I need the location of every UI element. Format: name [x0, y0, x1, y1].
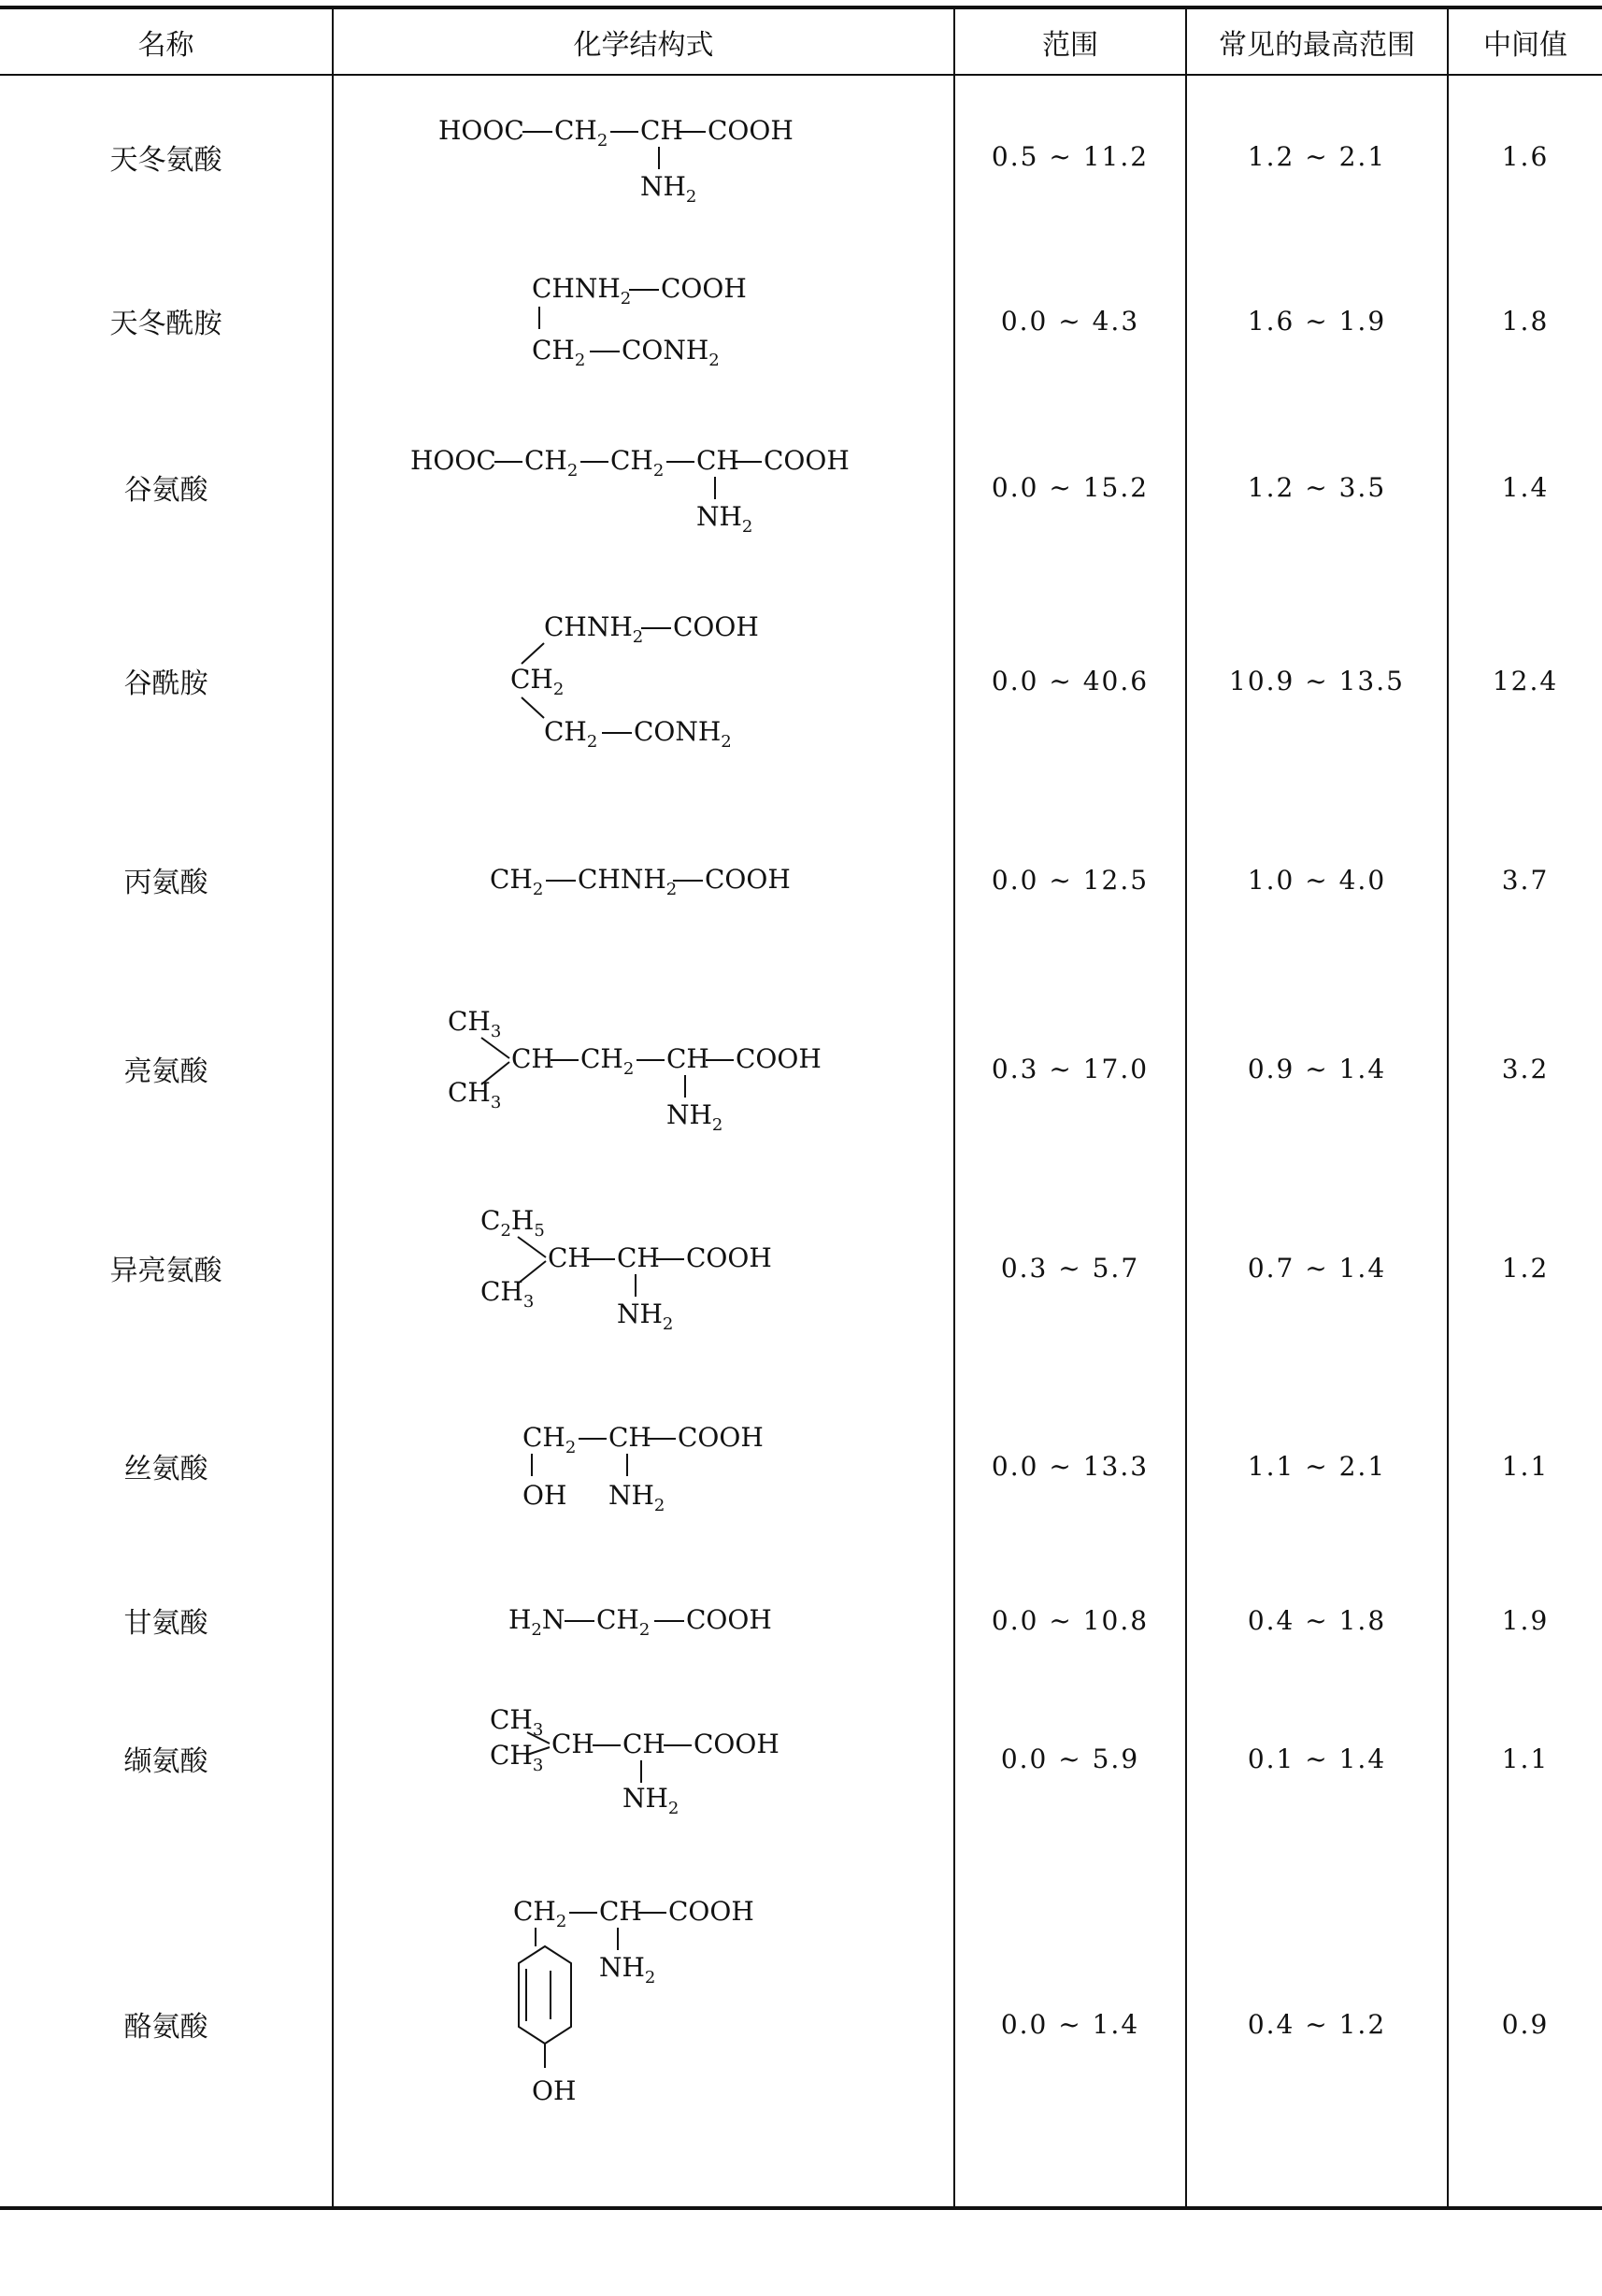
structure-formula: [333, 1367, 954, 1565]
formula-text: HOOC: [409, 445, 496, 476]
structure-formula: [333, 969, 954, 1169]
common-max-range-value: 0.9 ~ 1.4: [1186, 969, 1448, 1169]
range-value: 0.0 ~ 13.3: [954, 1367, 1186, 1565]
header-median: 中间值: [1448, 7, 1602, 75]
table-row: [0, 237, 1602, 404]
structure-formula: [333, 404, 954, 570]
formula-text: CH: [622, 1729, 665, 1759]
median-value: 1.9: [1448, 1565, 1602, 1675]
common-max-range-value: 0.4 ~ 1.8: [1186, 1565, 1448, 1675]
formula-glycine: [508, 1597, 780, 1643]
formula-text: $CH_2$: [523, 445, 578, 481]
amino-acid-table-container: [0, 6, 1602, 2210]
median-value: 1.4: [1448, 404, 1602, 570]
range-value: 0.3 ~ 5.7: [954, 1169, 1186, 1367]
amino-acid-name: 谷酰胺: [123, 667, 208, 700]
range-value: 0.3 ~ 17.0: [954, 969, 1186, 1169]
formula-text: $CH_3$: [447, 1077, 501, 1112]
formula-text: $CH_2$: [509, 664, 564, 699]
formula-text: COOH: [707, 114, 794, 146]
median-value: 12.4: [1448, 570, 1602, 791]
formula-text: CH: [551, 1729, 594, 1759]
table-row: [0, 404, 1602, 570]
structure-formula: [333, 570, 954, 791]
structure-formula: [333, 1169, 954, 1367]
table-row: [0, 791, 1602, 969]
formula-text: CH: [616, 1242, 660, 1273]
range-value: 0.0 ~ 40.6: [954, 570, 1186, 791]
structure-formula: [333, 1842, 954, 2208]
formula-alanine: [490, 856, 798, 903]
formula-text: COOH: [667, 1896, 754, 1927]
formula-text: COOH: [672, 611, 759, 642]
median-value: 1.6: [1448, 75, 1602, 237]
table-row: [0, 1169, 1602, 1367]
formula-text: CH: [608, 1422, 651, 1453]
table-row: [0, 1565, 1602, 1675]
common-max-range-value: 10.9 ~ 13.5: [1186, 570, 1448, 791]
formula-leucine: [448, 998, 840, 1139]
formula-text: $CH_3$: [489, 1704, 543, 1740]
amino-acid-name: 酪氨酸: [0, 1842, 333, 2208]
amino-acid-name: 谷氨酸: [123, 474, 208, 507]
range-value: 0.0 ~ 5.9: [954, 1675, 1186, 1842]
formula-glutamine: [508, 606, 780, 755]
table-row: [0, 1675, 1602, 1842]
formula-serine: [522, 1414, 765, 1517]
median-value: 0.9: [1448, 1842, 1602, 2208]
formula-text: CH: [510, 1043, 554, 1074]
median-value: 1.1: [1448, 1367, 1602, 1565]
table-row: [0, 1842, 1602, 2208]
amino-acid-table: [0, 6, 1602, 2210]
amino-acid-name: 异亮氨酸: [109, 1255, 222, 1287]
amino-acid-name: 天冬酰胺: [109, 308, 222, 340]
formula-text: COOH: [693, 1729, 780, 1759]
formula-text: COOH: [677, 1422, 764, 1453]
amino-acid-name: 天冬氨酸: [109, 143, 222, 177]
formula-text: $NH_2$: [598, 1952, 655, 1987]
amino-acid-name: 丙氨酸: [123, 867, 208, 899]
formula-aspartic-acid: [438, 106, 850, 208]
formula-text: CH: [695, 445, 739, 476]
formula-text: COOH: [763, 445, 850, 476]
common-max-range-value: 0.1 ~ 1.4: [1186, 1675, 1448, 1842]
formula-text: COOH: [704, 864, 791, 895]
table-row: [0, 570, 1602, 791]
amino-acid-name: 甘氨酸: [123, 1607, 208, 1640]
formula-text: $CH_2$: [543, 716, 597, 752]
formula-text: COOH: [685, 1604, 772, 1635]
structure-formula: [333, 237, 954, 404]
median-value: 3.7: [1448, 791, 1602, 969]
formula-text: $NH_2$: [616, 1299, 673, 1334]
header-name: 名称: [0, 7, 333, 75]
formula-text: COOH: [735, 1043, 822, 1074]
common-max-range-value: 1.2 ~ 2.1: [1186, 75, 1448, 237]
formula-text: OH: [522, 1480, 566, 1511]
table-row: [0, 75, 1602, 237]
common-max-range-value: 1.0 ~ 4.0: [1186, 791, 1448, 969]
range-value: 0.5 ~ 11.2: [954, 75, 1186, 237]
formula-text: $CHNH_2$: [577, 864, 677, 899]
formula-text: $CH_2$: [595, 1604, 650, 1640]
amino-acid-name: 亮氨酸: [123, 1055, 208, 1088]
formula-text: HOOC: [437, 114, 524, 146]
header-range: 范围: [954, 7, 1186, 75]
range-value: 0.0 ~ 4.3: [954, 237, 1186, 404]
formula-asparagine: [532, 269, 756, 372]
formula-text: $NH_2$: [608, 1480, 665, 1515]
range-value: 0.0 ~ 15.2: [954, 404, 1186, 570]
amino-acid-name: 缬氨酸: [123, 1745, 208, 1778]
structure-formula: [333, 791, 954, 969]
amino-acid-name: 丝氨酸: [123, 1453, 208, 1485]
formula-text: $CH_2$: [609, 445, 664, 481]
structure-formula: [333, 75, 954, 237]
range-value: 0.0 ~ 12.5: [954, 791, 1186, 969]
formula-text: $NH_2$: [695, 501, 752, 537]
formula-text: $NH_2$: [665, 1099, 722, 1135]
formula-text: $CONH_2$: [621, 335, 720, 370]
formula-text: $CH_3$: [479, 1276, 534, 1312]
header-common-max-range: 常见的最高范围: [1186, 7, 1448, 75]
formula-text: $CH_2$: [553, 114, 608, 151]
formula-text: $NH_2$: [622, 1783, 679, 1815]
formula-text: OH: [531, 2075, 576, 2106]
table-row: [0, 1367, 1602, 1565]
median-value: 1.2: [1448, 1169, 1602, 1367]
formula-text: CH: [639, 114, 683, 146]
structure-formula: [333, 1675, 954, 1842]
common-max-range-value: 1.2 ~ 3.5: [1186, 404, 1448, 570]
header-structure: 化学结构式: [333, 7, 954, 75]
formula-text: $CH_2$: [489, 864, 543, 899]
formula-glutamic-acid: [410, 436, 878, 538]
formula-text: CH: [665, 1043, 709, 1074]
range-value: 0.0 ~ 1.4: [954, 1842, 1186, 2208]
formula-text: CH: [547, 1242, 591, 1273]
structure-formula: [333, 1565, 954, 1675]
formula-text: $CH_2$: [522, 1422, 576, 1457]
formula-text: $CH_2$: [579, 1043, 634, 1079]
table-row: [0, 969, 1602, 1169]
common-max-range-value: 0.7 ~ 1.4: [1186, 1169, 1448, 1367]
formula-isoleucine: [480, 1198, 808, 1338]
common-max-range-value: 0.4 ~ 1.2: [1186, 1842, 1448, 2208]
formula-text: $CH_2$: [531, 335, 585, 370]
formula-text: $CONH_2$: [633, 716, 732, 752]
formula-text: $CHNH_2$: [531, 273, 631, 309]
formula-text: $CH_2$: [512, 1896, 566, 1931]
median-value: 1.1: [1448, 1675, 1602, 1842]
formula-valine: [490, 1702, 798, 1815]
formula-text: COOH: [685, 1242, 772, 1273]
formula-tyrosine: [513, 1888, 775, 2160]
common-max-range-value: 1.6 ~ 1.9: [1186, 237, 1448, 404]
formula-text: COOH: [660, 273, 747, 304]
median-value: 3.2: [1448, 969, 1602, 1169]
common-max-range-value: 1.1 ~ 2.1: [1186, 1367, 1448, 1565]
formula-text: $CH_3$: [489, 1740, 543, 1775]
range-value: 0.0 ~ 10.8: [954, 1565, 1186, 1675]
formula-text: $H_2N$: [508, 1604, 565, 1640]
formula-text: $C_2H_5$: [479, 1205, 545, 1241]
formula-text: $CHNH_2$: [543, 611, 643, 647]
formula-text: $CH_3$: [447, 1006, 501, 1041]
formula-text: CH: [598, 1896, 642, 1927]
formula-text: $NH_2$: [639, 170, 696, 207]
header-row: [0, 7, 1602, 75]
median-value: 1.8: [1448, 237, 1602, 404]
